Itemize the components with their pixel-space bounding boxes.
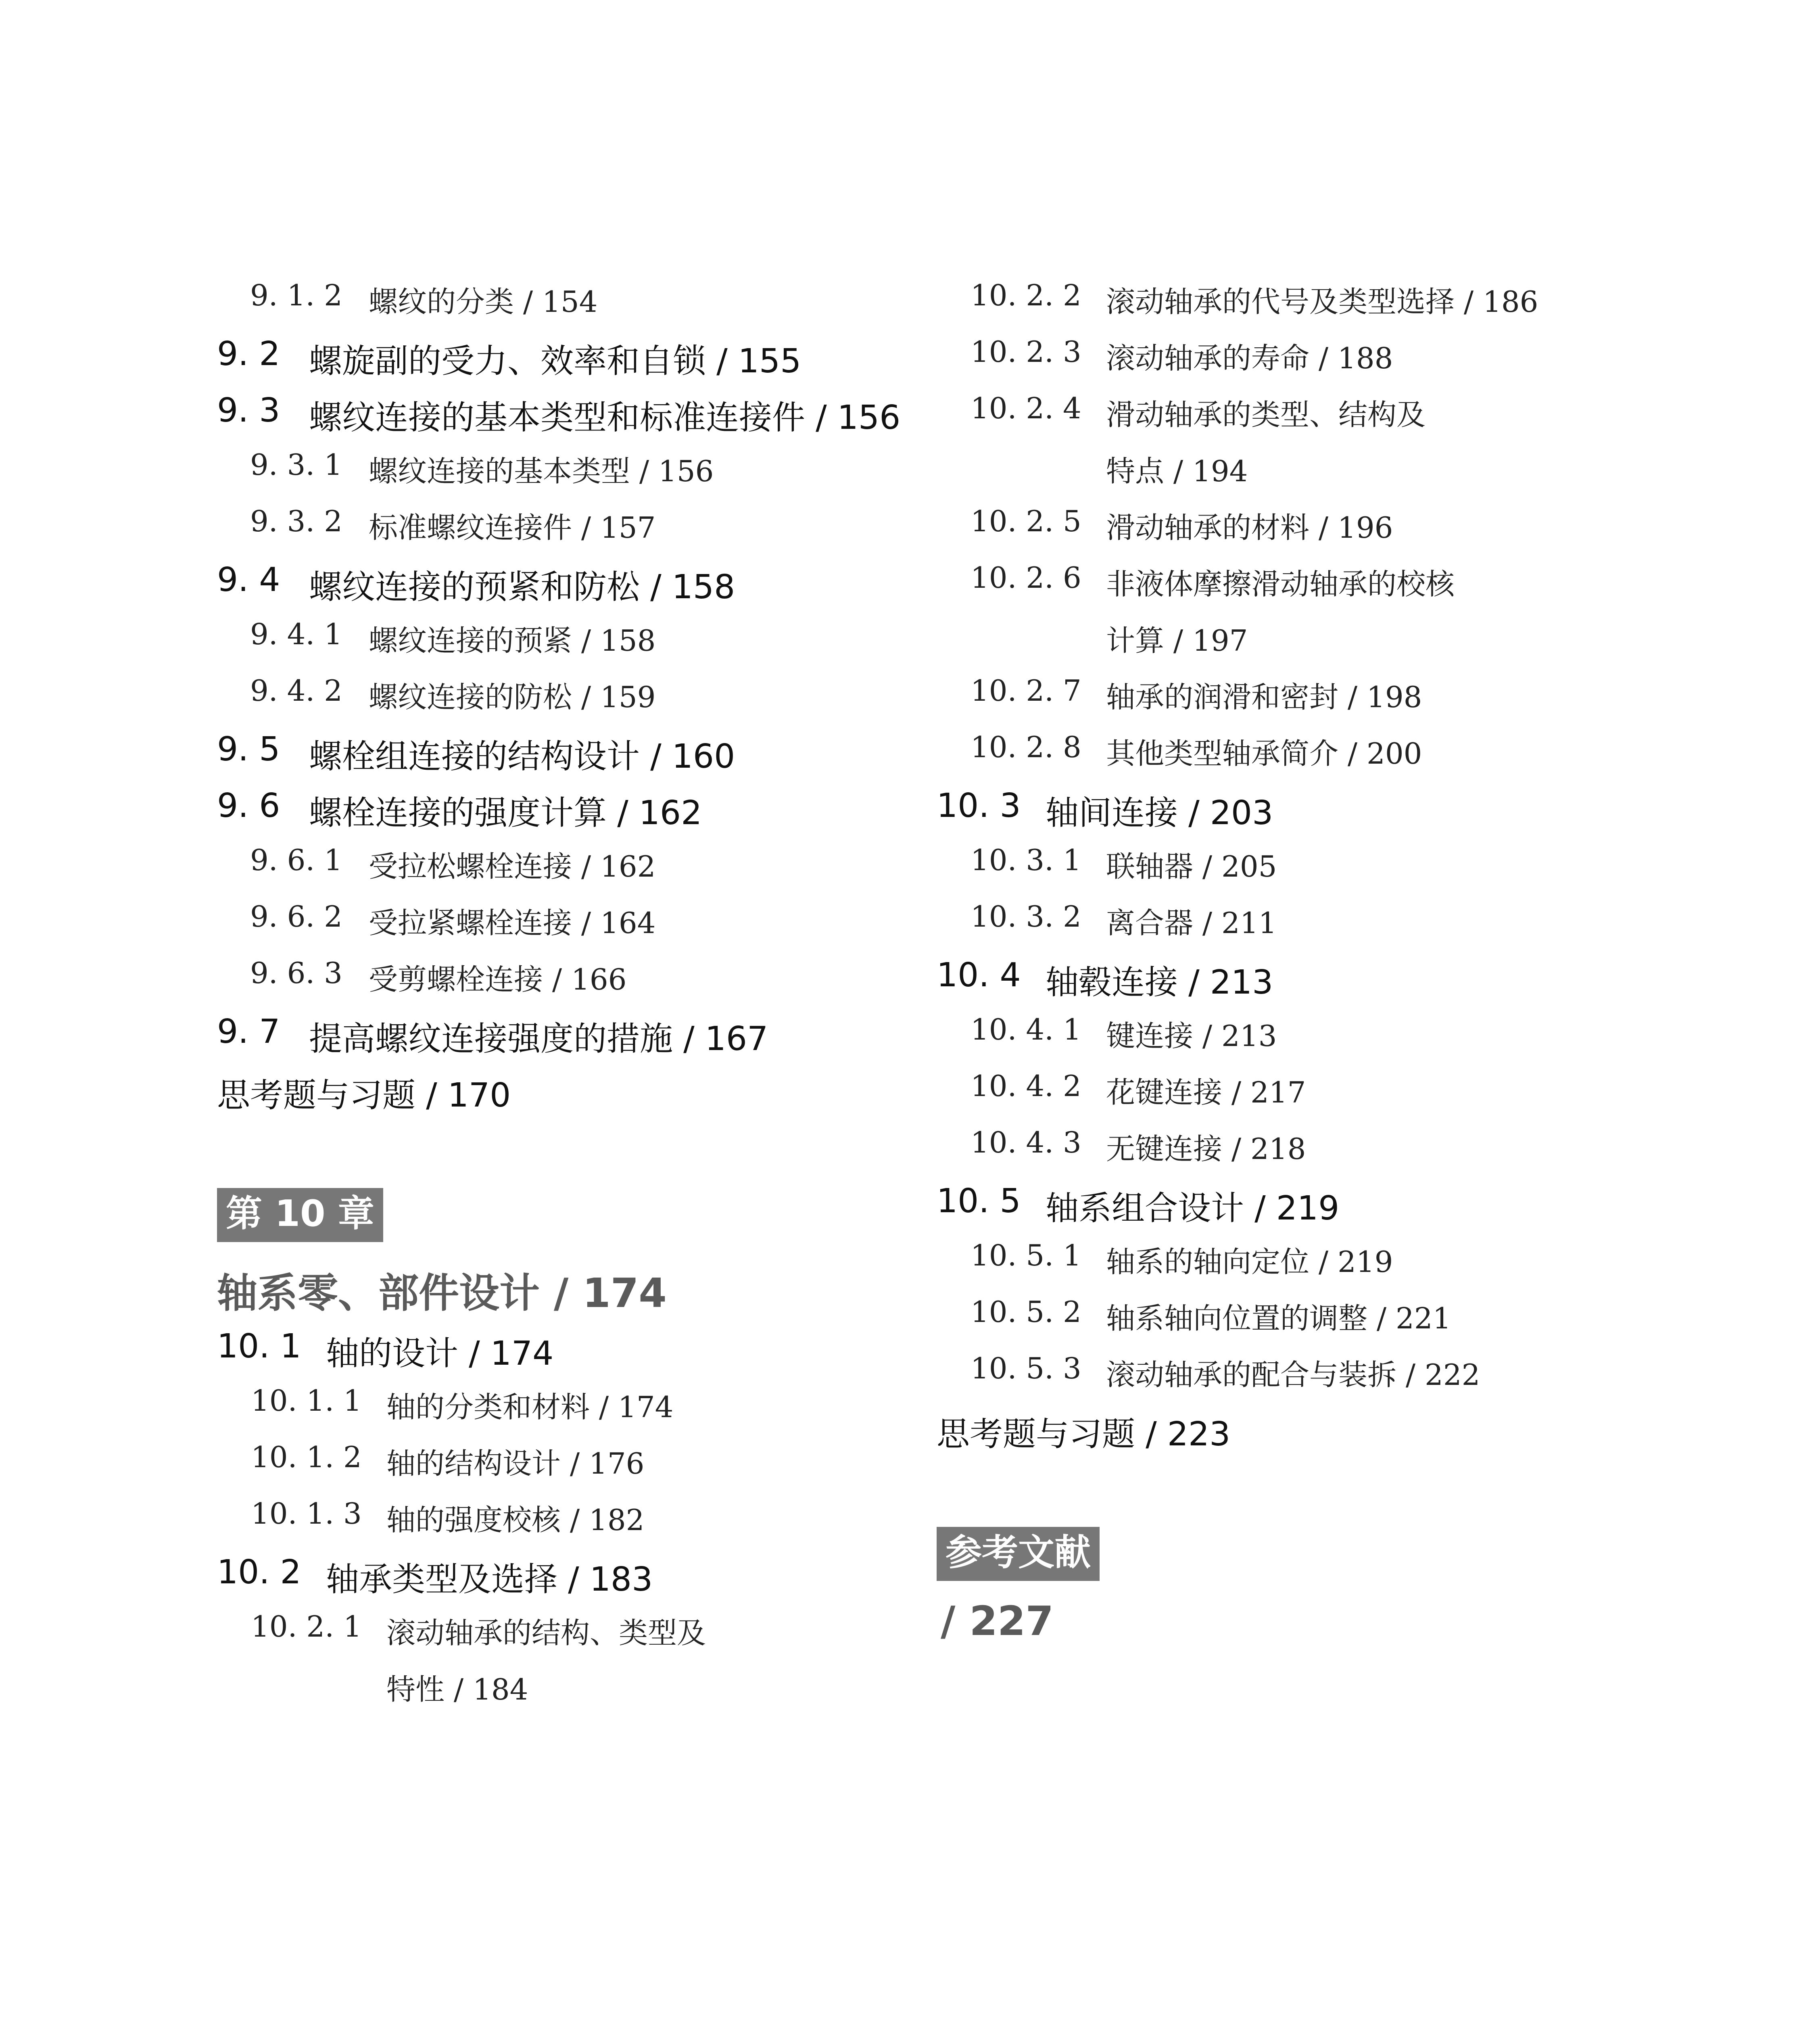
toc-entry-title: 轴的强度校核 / 182 <box>386 1503 645 1537</box>
toc-entry-title: 轴承类型及选择 / 183 <box>326 1560 653 1599</box>
toc-entry-number: 10. 2. 8 <box>971 730 1081 764</box>
chapter-label: 第 10 章 <box>217 1188 383 1242</box>
toc-entry-title: 受剪螺栓连接 / 166 <box>369 963 627 996</box>
toc-entry-title: 滚动轴承的配合与装拆 / 222 <box>1106 1358 1480 1392</box>
references-label: 参考文献 <box>937 1527 1100 1581</box>
toc-entry-number: 10. 1 <box>217 1327 301 1366</box>
toc-entry-title: 非液体摩擦滑动轴承的校核 <box>1106 567 1455 601</box>
toc-entry-number: 10. 1. 2 <box>251 1440 362 1474</box>
toc-entry-number: 9. 3 <box>217 391 280 430</box>
toc-entry-number: 10. 5. 3 <box>971 1351 1081 1385</box>
toc-entry-number: 9. 5 <box>217 730 280 768</box>
toc-entry-title: 受拉松螺栓连接 / 162 <box>369 850 656 883</box>
toc-entry-title: 其他类型轴承简介 / 200 <box>1106 737 1422 770</box>
toc-entry-number: 9. 1. 2 <box>250 278 342 312</box>
toc-entry-number: 9. 2 <box>217 335 280 373</box>
chapter-title: 轴系零、部件设计 / 174 <box>217 1269 667 1317</box>
toc-left-column <box>217 0 1024 2017</box>
toc-entry-title: 螺纹的分类 / 154 <box>369 285 598 319</box>
toc-entry-title: 受拉紧螺栓连接 / 164 <box>369 906 656 940</box>
toc-entry-title: 轴承的润滑和密封 / 198 <box>1106 680 1422 714</box>
toc-entry-title: 滚动轴承的结构、类型及 <box>386 1616 706 1650</box>
toc-entry-number: 9. 4. 1 <box>250 617 342 651</box>
toc-entry-number: 9. 6. 1 <box>250 843 342 877</box>
toc-entry-title: 轴间连接 / 203 <box>1046 794 1273 832</box>
toc-entry-number: 9. 7 <box>217 1013 280 1051</box>
toc-entry-number: 10. 5. 2 <box>971 1295 1081 1329</box>
toc-entry-title: 螺栓连接的强度计算 / 162 <box>309 794 702 832</box>
toc-entry-title: 轴系的轴向定位 / 219 <box>1106 1245 1393 1279</box>
toc-entry-number: 10. 4. 1 <box>971 1013 1081 1046</box>
toc-entry-number: 10. 3 <box>937 787 1021 825</box>
toc-entry-title: 螺旋副的受力、效率和自锁 / 155 <box>309 342 801 380</box>
toc-entry-number: 10. 2. 5 <box>971 504 1081 538</box>
toc-entry-title: 滑动轴承的类型、结构及 <box>1106 398 1426 432</box>
toc-entry-title: 滚动轴承的寿命 / 188 <box>1106 341 1393 375</box>
toc-entry-number: 10. 2. 6 <box>971 561 1081 595</box>
toc-entry-title: 轴系组合设计 / 219 <box>1046 1189 1340 1228</box>
toc-entry-number: 10. 2. 1 <box>251 1610 362 1643</box>
toc-entry-number: 9. 6. 2 <box>250 900 342 933</box>
toc-entry-number: 9. 6 <box>217 787 280 825</box>
toc-entry-title: 螺栓组连接的结构设计 / 160 <box>309 737 735 776</box>
toc-entry-title: 提高螺纹连接强度的措施 / 167 <box>309 1020 768 1058</box>
toc-entry-title: 轴的结构设计 / 176 <box>386 1447 645 1480</box>
toc-entry-number: 10. 2. 3 <box>971 335 1081 369</box>
toc-entry-title: 螺纹连接的基本类型 / 156 <box>369 454 714 488</box>
toc-entry-title: 螺纹连接的预紧 / 158 <box>369 624 656 658</box>
toc-entry-number: 9. 6. 3 <box>250 956 342 990</box>
toc-entry-title: 联轴器 / 205 <box>1106 850 1277 883</box>
toc-entry-title: 轴系轴向位置的调整 / 221 <box>1106 1301 1451 1335</box>
toc-entry-title: 计算 / 197 <box>1106 624 1248 658</box>
toc-entry-number: 10. 4 <box>937 956 1021 994</box>
toc-entry-title: 螺纹连接的基本类型和标准连接件 / 156 <box>309 399 901 437</box>
toc-entry-title: 滚动轴承的代号及类型选择 / 186 <box>1106 285 1538 319</box>
toc-entry-title: 无键连接 / 218 <box>1106 1132 1306 1166</box>
references-page: / 227 <box>941 1597 1054 1645</box>
toc-entry-number: 10. 2. 7 <box>971 674 1081 708</box>
toc-entry-number: 10. 5. 1 <box>971 1238 1081 1272</box>
toc-entry-title: 思考题与习题 / 170 <box>217 1076 511 1115</box>
toc-entry-title: 特性 / 184 <box>386 1672 528 1706</box>
toc-entry-title: 滑动轴承的材料 / 196 <box>1106 511 1393 545</box>
toc-entry-title: 标准螺纹连接件 / 157 <box>369 511 656 545</box>
toc-entry-title: 思考题与习题 / 223 <box>937 1415 1231 1453</box>
toc-entry-number: 10. 1. 3 <box>251 1497 362 1530</box>
toc-entry-title: 轴的分类和材料 / 174 <box>386 1390 674 1424</box>
toc-entry-title: 轴毂连接 / 213 <box>1046 963 1273 1002</box>
toc-entry-number: 9. 4 <box>217 561 280 599</box>
toc-entry-number: 9. 4. 2 <box>250 674 342 708</box>
toc-entry-title: 花键连接 / 217 <box>1106 1075 1306 1109</box>
toc-right-column <box>937 0 1743 2017</box>
toc-entry-number: 10. 2. 2 <box>971 278 1081 312</box>
toc-entry-title: 轴的设计 / 174 <box>326 1334 554 1373</box>
toc-entry-number: 10. 5 <box>937 1182 1021 1220</box>
toc-entry-title: 键连接 / 213 <box>1106 1019 1277 1053</box>
toc-entry-number: 10. 2. 4 <box>971 391 1081 425</box>
toc-entry-title: 螺纹连接的预紧和防松 / 158 <box>309 568 735 606</box>
toc-entry-number: 10. 2 <box>217 1553 301 1591</box>
toc-entry-number: 9. 3. 2 <box>250 504 342 538</box>
toc-entry-title: 离合器 / 211 <box>1106 906 1277 940</box>
toc-entry-number: 9. 3. 1 <box>250 448 342 482</box>
toc-entry-number: 10. 3. 1 <box>971 843 1081 877</box>
toc-entry-number: 10. 4. 2 <box>971 1069 1081 1103</box>
toc-entry-number: 10. 4. 3 <box>971 1125 1081 1159</box>
toc-entry-number: 10. 1. 1 <box>251 1384 362 1418</box>
toc-entry-title: 特点 / 194 <box>1106 454 1248 488</box>
toc-entry-title: 螺纹连接的防松 / 159 <box>369 680 656 714</box>
toc-entry-number: 10. 3. 2 <box>971 900 1081 933</box>
